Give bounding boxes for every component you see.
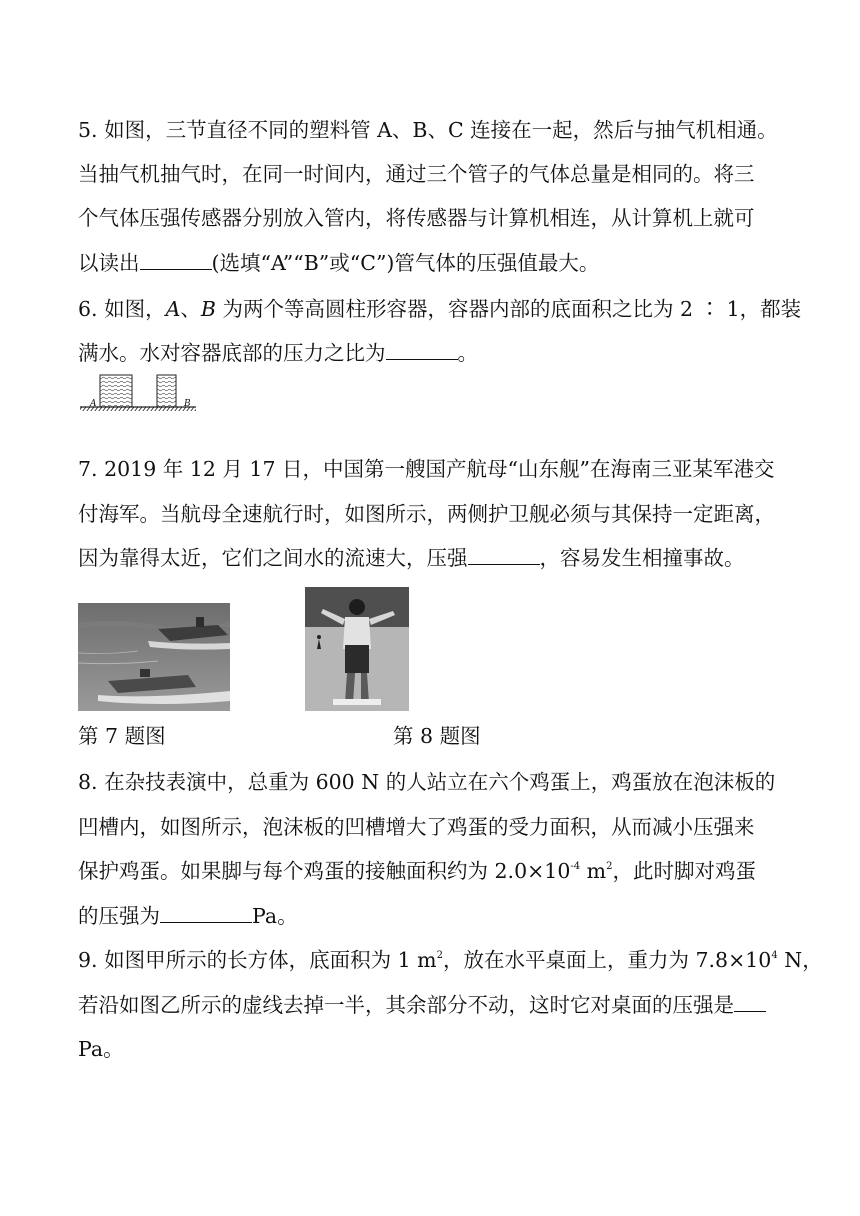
q8-answer-blank[interactable]: [160, 902, 252, 923]
q6-line-2: [78, 338, 478, 368]
q6-text-post: 为两个等高圆柱形容器，容器内部的底面积之比为 2 ∶ 1，都装: [215, 297, 802, 321]
fig8-acrobat-photo: [305, 587, 409, 711]
q6-text: 6. 如图，: [78, 297, 166, 321]
q6-var-a: A: [165, 297, 181, 321]
q6-var-b: B: [200, 297, 216, 321]
q8-unit: m: [580, 859, 607, 883]
q8-text-post: ，此时脚对鸡蛋: [612, 859, 756, 883]
q9-answer-blank[interactable]: [734, 991, 766, 1012]
q9-line-2: [78, 990, 766, 1020]
q7-line-3: [78, 543, 745, 573]
q6-text-after-blank: 。: [457, 341, 478, 365]
q6-sep: 、: [180, 297, 201, 321]
q8-line-2: 凹槽内，如图所示，泡沫板的凹槽增大了鸡蛋的受力面积，从而减小压强来: [78, 815, 755, 839]
q5-answer-blank[interactable]: [140, 249, 212, 270]
q8-unit-exponent: 2: [606, 861, 613, 872]
q9-text-post: N，: [777, 948, 823, 972]
fig7-caption: 第 7 题图: [78, 724, 166, 748]
q7-text-after-blank: ，容易发生相撞事故。: [539, 546, 745, 570]
container-b-label: B: [184, 399, 191, 409]
fig8-caption: 第 8 题图: [393, 724, 481, 748]
q9-text: 9. 如图甲所示的长方体，底面积为 1 m: [78, 948, 437, 972]
q6-text-before-blank: 满水。水对容器底部的压力之比为: [78, 341, 386, 365]
fig7-aircraft-carrier-photo: [78, 603, 230, 711]
q6-answer-blank[interactable]: [386, 339, 458, 360]
q9-line-1: [78, 945, 823, 975]
ground-hatch: [80, 407, 196, 411]
q5-line-1: 5. 如图，三节直径不同的塑料管 A、B、C 连接在一起，然后与抽气机相通。: [78, 118, 778, 142]
q7-answer-blank[interactable]: [468, 544, 540, 565]
container-a-label: A: [90, 399, 97, 409]
q5-line-2: 当抽气机抽气时，在同一时间内，通过三个管子的气体总量是相同的。将三: [78, 162, 755, 186]
container-b-water: [157, 375, 176, 407]
container-a-water: [100, 375, 132, 407]
q9-unit-exponent: 2: [436, 950, 443, 961]
q9-line-3: Pa。: [78, 1037, 124, 1061]
q7-line-2: 付海军。当航母全速航行时，如图所示，两侧护卫舰必须与其保持一定距离，: [78, 502, 775, 526]
q7-line-1: 7. 2019 年 12 月 17 日，中国第一艘国产航母“山东舰”在海南三亚某军港交: [78, 457, 775, 481]
q6-line-1: [78, 294, 801, 324]
q5-line-3: 个气体压强传感器分别放入管内，将传感器与计算机相连，从计算机上就可: [78, 206, 755, 230]
q8-line-1: 8. 在杂技表演中，总重为 600 N 的人站立在六个鸡蛋上，鸡蛋放在泡沫板的: [78, 770, 776, 794]
q8-text: 保护鸡蛋。如果脚与每个鸡蛋的接触面积约为 2.0×10: [78, 859, 571, 883]
q9-text-mid: ，放在水平桌面上，重力为 7.8×10: [442, 948, 772, 972]
q9-text-before-blank: 若沿如图乙所示的虚线去掉一半，其余部分不动，这时它对桌面的压强是: [78, 993, 734, 1017]
q5-line-4: [78, 248, 599, 278]
q7-text-before-blank: 因为靠得太近，它们之间水的流速大，压强: [78, 546, 468, 570]
q5-text-after-blank: (选填“A”“B”或“C”)管气体的压强值最大。: [211, 251, 600, 275]
q8-text-after-blank: Pa。: [252, 904, 298, 928]
q8-line-3: [78, 856, 756, 886]
q9-exponent: 4: [771, 950, 778, 961]
q8-line-4: [78, 901, 298, 931]
q8-exponent: -4: [570, 861, 581, 872]
q5-text-before-blank: 以读出: [78, 251, 140, 275]
q8-text-before-blank: 的压强为: [78, 904, 160, 928]
